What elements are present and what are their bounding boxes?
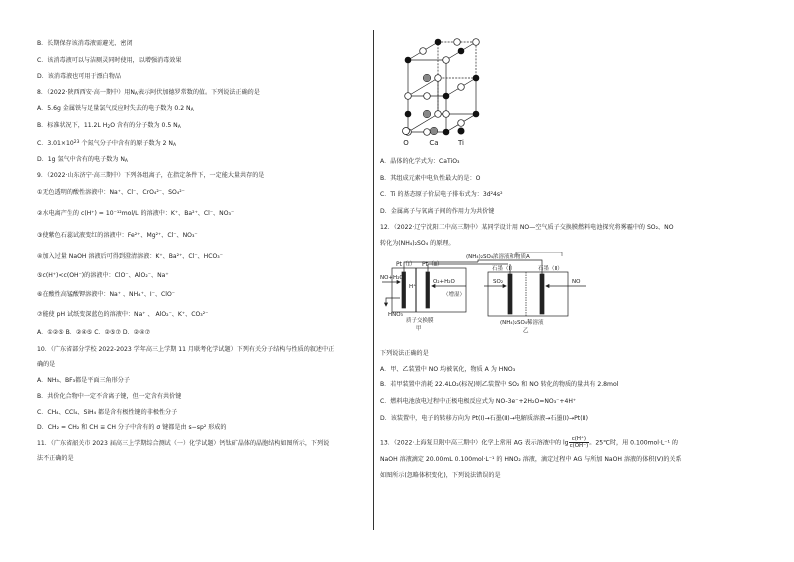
- q11-option-c: C．Ti 的基态原子价层电子排布式为：3d²4s²: [380, 191, 503, 198]
- graphite2-electrode: [540, 274, 544, 314]
- q7-option-d: D．该消毒液也可用于漂白物品: [37, 73, 121, 80]
- q9-options: A．①②⑤ B．②④⑤ C．②⑤⑦ D．②④⑦: [37, 329, 151, 336]
- label-hno3: HNO₃: [388, 312, 403, 318]
- q12-option-a: A．甲、乙装置中 NO 均被氧化，物质 A 为 HNO₃: [380, 366, 516, 373]
- q9-item-7: ⑦能使 pH 试纸变深蓝色的溶液中：Na⁺ 、 AlO₂⁻、K⁺、CO₃²⁻: [37, 311, 209, 318]
- q8-option-a: A．5.6g 金属铁与足量氯气反应时失去的电子数为 0.2 $N_A$: [37, 105, 194, 113]
- legend-ca-label: Ca: [429, 139, 439, 147]
- q11-option-d: D．金属离子与氧离子间的作用力为共价键: [380, 208, 495, 215]
- label-top-solution: (NH₄)₂SO₄浓溶液和物质A: [466, 254, 530, 260]
- legend-o-symbol: [403, 128, 410, 135]
- q10-option-a: A．NH₃、BF₃都是平面三角形分子: [37, 377, 130, 384]
- q9-stem: 9．（2022·山东济宁·高三期中）下列各组离子，在指定条件下，一定能大量共存的是: [37, 172, 265, 179]
- q10-option-c: C．CH₄、CCl₄、SiH₄ 都是含有极性键的非极性分子: [37, 409, 178, 416]
- unit-cell-atoms: [405, 39, 480, 136]
- q13-line-3: 如图所示(忽略体积变化)，下列说法错误的是: [380, 472, 501, 479]
- q12-stem: 12．（2022·辽宁沈阳二中高三期中）某同学设计用 NO—空气质子交换膜燃料电池探究将雾霾中的 SO₂、NO: [380, 224, 674, 231]
- label-yi: 乙: [523, 328, 529, 334]
- q8-option-c: C．$3.01\times 10^{23}$ 个氮气分子中含有的原子数为 2 $N_A$: [37, 140, 177, 148]
- q11-option-b: B．其组成元素中电负性最大的是：O: [380, 175, 481, 182]
- q7-option-b: B．长期保存该消毒液需避光、密闭: [37, 40, 133, 47]
- q13-line-2: NaOH 溶液滴定 20.00mL 0.100mol·L⁻¹ 的 HNO₂ 溶液，滴定过程中 AG 与所加 NaOH 溶液的体积(V)的关系: [380, 456, 682, 463]
- label-graphite1: 石墨（Ⅰ）: [492, 266, 516, 272]
- label-dilute-solution: (NH₄)₂SO₄稀溶液: [500, 320, 544, 326]
- q10-option-d: D．CH₂ = CH₂ 和 CH ≡ CH 分子中含有的 σ 键都是由 s−sp² 形成的: [37, 424, 227, 431]
- q9-item-2: ②水电离产生的 c(H⁺) = 10⁻¹²mol/L 的溶液中：K⁺、Ba²⁺、Cl⁻、NO₃⁻: [37, 210, 235, 217]
- q10-stem: 10．（广东省部分学校 2022-2023 学年高三上学期 11 月联考化学试题）下列有关分子结构与性质的叙述中正: [37, 346, 335, 353]
- q9-item-5: ⑤c(H⁺)<c(OH⁻)的溶液中：ClO⁻、AlO₂⁻、Na⁺: [37, 272, 169, 279]
- q7-option-c: C．该消毒液可以与洁厕灵同时使用，以增强消毒效果: [37, 57, 182, 64]
- label-pt2: Pt（Ⅱ）: [422, 261, 443, 268]
- graphite1-electrode: [508, 274, 512, 314]
- legend-ca-symbol: [430, 127, 438, 135]
- label-jia: 甲: [416, 326, 422, 332]
- label-no: NO: [572, 279, 581, 285]
- legend-ti-label: Ti: [457, 139, 465, 147]
- q12-option-d: D．该装置中，电子的转移方向为 Pt(Ⅰ)→石墨(Ⅱ)→电解质溶液→石墨(Ⅰ)→Pt(Ⅱ): [380, 415, 588, 422]
- q9-item-6: ⑥在酸性高锰酸钾溶液中：Na⁺ 、NH₄⁺、I⁻、ClO⁻: [37, 291, 175, 298]
- legend-ti-symbol: [458, 128, 465, 135]
- q8-stem: 8．（2022·陕西西安·高一期中）用$N_A$表示阿伏加德罗常数的值。下列说法正确的是: [37, 89, 260, 97]
- q11-stem: 11．（广东省韶关市 2023 届高三上学期综合测试（一）化学试题）钙钛矿晶体的晶胞结构如图所示，下列说: [37, 440, 330, 447]
- q9-item-3: ③使紫色石蕊试液变红的溶液中：Fe²⁺、Mg²⁺、Cl⁻、NO₃⁻: [37, 232, 198, 239]
- label-membrane: 质子交换膜: [406, 318, 434, 324]
- legend-o-label: O: [403, 139, 409, 147]
- q12-option-c: C．燃料电池放电过程中正极电极反应式为 NO-3e⁻+2H₂O=NO₃⁻+4H⁺: [380, 398, 577, 405]
- label-so2: SO₂: [493, 279, 504, 285]
- q9-item-4: ④加入过量 NaOH 溶液后可得到澄清溶液：K⁺、Ba²⁺、Cl⁻、HCO₃⁻: [37, 253, 223, 260]
- label-humidify: （增湿）: [443, 292, 466, 298]
- label-pt1: Pt（Ⅰ）: [396, 261, 416, 268]
- label-hplus: H⁺: [409, 284, 417, 290]
- q8-option-b: B．标准状况下，11.2L $H_2O$ 含有的分子数为 0.5 $N_A$: [37, 122, 181, 130]
- q12-stem-cont: 转化为(NH₄)₂SO₄ 的原理。: [380, 240, 455, 247]
- q11-option-a: A．晶体的化学式为：CaTiO₃: [380, 158, 460, 165]
- q8-option-d: D．1g 氢气中含有的电子数为 $N_A$: [37, 156, 128, 164]
- q10-stem-cont: 确的是: [37, 361, 56, 368]
- q10-option-b: B．共价化合物中一定不含离子键，但一定含有共价键: [37, 393, 182, 400]
- unit-cell-legend: [398, 126, 478, 150]
- label-graphite2: 石墨（Ⅱ）: [538, 266, 563, 272]
- pt2-electrode: [426, 272, 430, 308]
- q12-question: 下列说法正确的是: [380, 350, 429, 357]
- label-o2-h2o: O₂+H₂O: [433, 279, 455, 285]
- cell-edges: [408, 42, 476, 132]
- q13-stem: 13．（2022·上海复旦附中高三期中）化学上常用 AG 表示溶液中的 lg $\frac{c(H^+)}{c(OH^-)}$ 。25℃时，用 0.100mol·L⁻¹ 的: [380, 436, 678, 449]
- q13-fraction: $\frac{c(H^+)}{c(OH^-)}$: [569, 436, 589, 449]
- fuel-cell-electrolysis-diagram: [380, 252, 590, 334]
- q9-item-1: ①无色透明的酸性溶液中：Na⁺、Cl⁻、CrO₄²⁻、SO₄²⁻: [37, 189, 185, 196]
- label-no-h2o: NO+H₂O: [380, 275, 404, 281]
- column-divider: [373, 30, 374, 530]
- q11-stem-cont: 法不正确的是: [37, 455, 74, 462]
- q12-option-b: B．若甲装置中消耗 22.4LO₂(标况)则乙装置中 SO₂ 和 NO 转化的物质的量共有 2.8mol: [380, 381, 619, 388]
